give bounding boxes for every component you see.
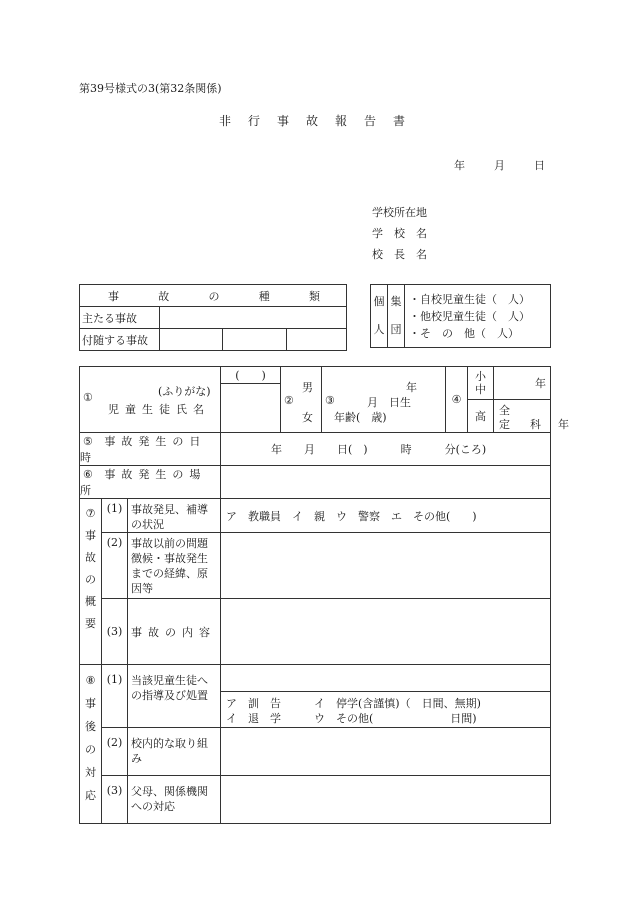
mid-label: 中 [475, 383, 486, 396]
guidance-option-1[interactable]: ア 訓 告 イ 停学(含謹慎)（ 日間、無期) [226, 696, 481, 710]
datetime-label: 事故発生の日時 [80, 435, 207, 464]
individual-char-0: 個 [373, 295, 385, 308]
response-item-no-3: (3) [102, 776, 128, 824]
response-item-label-2: 校内的な取り組み [128, 728, 221, 776]
accident-type-head-0: 事 [108, 289, 119, 303]
age-label: 年齢( 歳) [334, 410, 387, 424]
summary-item-no-2: (2) [102, 533, 128, 599]
row-num-4: ④ [446, 367, 468, 433]
sex-female[interactable]: 女 [302, 410, 313, 424]
student-name-label: 児童生徒氏名 [108, 402, 210, 416]
summary-item-label-3: 事故の内容 [128, 599, 221, 665]
individual-char-1: 人 [373, 323, 385, 336]
group-item-other-school: ・他校児童生徒（ 人） [409, 309, 530, 323]
discovery-field[interactable]: ア 教職員 イ 親 ウ 警察 エ その他( ) [221, 499, 551, 533]
date-year: 年 [454, 159, 465, 172]
row-num-1: ① [83, 390, 93, 404]
individual-label [371, 285, 388, 348]
row-num-5: ⑤ [83, 435, 93, 448]
group-item-other: ・そ の 他（ 人） [409, 326, 519, 340]
summary-char-3: 概 [85, 595, 96, 608]
guidance-cell [221, 665, 551, 728]
place-label: 事故発生の場所 [80, 468, 207, 497]
place-field[interactable] [221, 466, 551, 499]
accident-type-head-1: 故 [158, 289, 170, 303]
place-label-cell [80, 466, 221, 499]
response-char-0: 事 [85, 697, 96, 710]
course-full[interactable]: 全 [499, 404, 510, 417]
group-table [370, 284, 551, 348]
summary-vlabel [80, 499, 102, 665]
furigana-label: (ふりがな) [158, 384, 211, 398]
row-num-7: ⑦ [85, 507, 96, 520]
summary-char-0: 事 [85, 529, 96, 542]
sub-accident-field-1[interactable] [160, 329, 223, 351]
student-name-label-cell [80, 367, 221, 433]
response-item-no-1: (1) [102, 665, 128, 728]
summary-char-2: の [85, 573, 96, 586]
group-item-own-school: ・自校児童生徒（ 人） [409, 292, 530, 306]
form-title: 非行事故報告書 [219, 114, 423, 128]
accident-type-head-4: 類 [309, 289, 320, 303]
group-char-1: 団 [390, 323, 402, 336]
school-action-field[interactable] [221, 728, 551, 776]
summary-item-label-1: 事故発見、補導の状況 [128, 499, 221, 533]
datetime-label-cell [80, 433, 221, 466]
response-item-label-3: 父母、関係機関への対応 [128, 776, 221, 824]
elem-label: 小 [475, 370, 486, 383]
course-part[interactable]: 定 [499, 418, 510, 431]
date-day: 日 [534, 159, 545, 172]
response-char-2: の [85, 743, 96, 756]
form-id: 第39号様式の3(第32条関係) [79, 82, 222, 95]
birth-month-day: 月 日生 [367, 395, 411, 409]
group-breakdown [405, 285, 551, 348]
sub-accident-field-2[interactable] [223, 329, 287, 351]
response-item-label-1: 当該児童生徒への指導及び処置 [128, 665, 221, 728]
sub-accident-label: 付随する事故 [80, 329, 160, 351]
accident-type-table [79, 284, 347, 351]
birth-cell [322, 367, 446, 433]
summary-item-no-3: (3) [102, 599, 128, 665]
report-table [79, 366, 569, 824]
row-num-2: ② [284, 393, 294, 407]
date-month: 月 [494, 159, 505, 172]
grade-year: 年 [494, 367, 551, 400]
elem-mid-cell [468, 367, 494, 400]
sex-cell [281, 367, 322, 433]
summary-item-label-2: 事故以前の問題徴候・事故発生までの経緯、原因等 [128, 533, 221, 599]
background-field[interactable] [221, 533, 551, 599]
main-accident-label: 主たる事故 [80, 307, 160, 329]
birth-year: 年 [406, 380, 417, 394]
student-name-field[interactable] [221, 384, 281, 433]
furigana-paren: ( ) [221, 367, 281, 384]
accident-type-header [80, 285, 347, 307]
course-ka: 科 [530, 418, 541, 431]
main-accident-field[interactable] [160, 307, 347, 329]
high-label: 高 [468, 400, 494, 433]
response-item-no-2: (2) [102, 728, 128, 776]
response-char-1: 後 [85, 720, 96, 733]
response-char-4: 応 [85, 789, 96, 802]
sex-male[interactable]: 男 [302, 380, 313, 394]
response-char-3: 対 [85, 766, 96, 779]
row-num-3: ③ [325, 393, 335, 407]
principal-name-label: 校 長 名 [372, 248, 427, 261]
guidance-option-2[interactable]: イ 退 学 ウ その他( 日間) [226, 711, 477, 725]
accident-type-head-3: 種 [258, 289, 270, 303]
datetime-field[interactable]: 年 月 日( ) 時 分(ころ) [221, 433, 551, 466]
row-num-8: ⑧ [85, 674, 96, 687]
school-name-label: 学 校 名 [372, 227, 427, 240]
summary-char-4: 要 [85, 617, 96, 630]
accident-type-head-2: の [208, 289, 220, 303]
course-cell [494, 400, 569, 433]
row-num-6: ⑥ [83, 468, 93, 481]
school-location-label: 学校所在地 [372, 206, 427, 219]
content-field[interactable] [221, 599, 551, 665]
report-date [454, 157, 545, 173]
group-char-0: 集 [390, 295, 402, 308]
summary-char-1: 故 [85, 551, 96, 564]
response-vlabel [80, 665, 102, 824]
course-nen: 年 [558, 418, 569, 431]
sub-accident-field-3[interactable] [287, 329, 347, 351]
group-label [388, 285, 405, 348]
summary-item-no-1: (1) [102, 499, 128, 533]
parent-agency-field[interactable] [221, 776, 551, 824]
